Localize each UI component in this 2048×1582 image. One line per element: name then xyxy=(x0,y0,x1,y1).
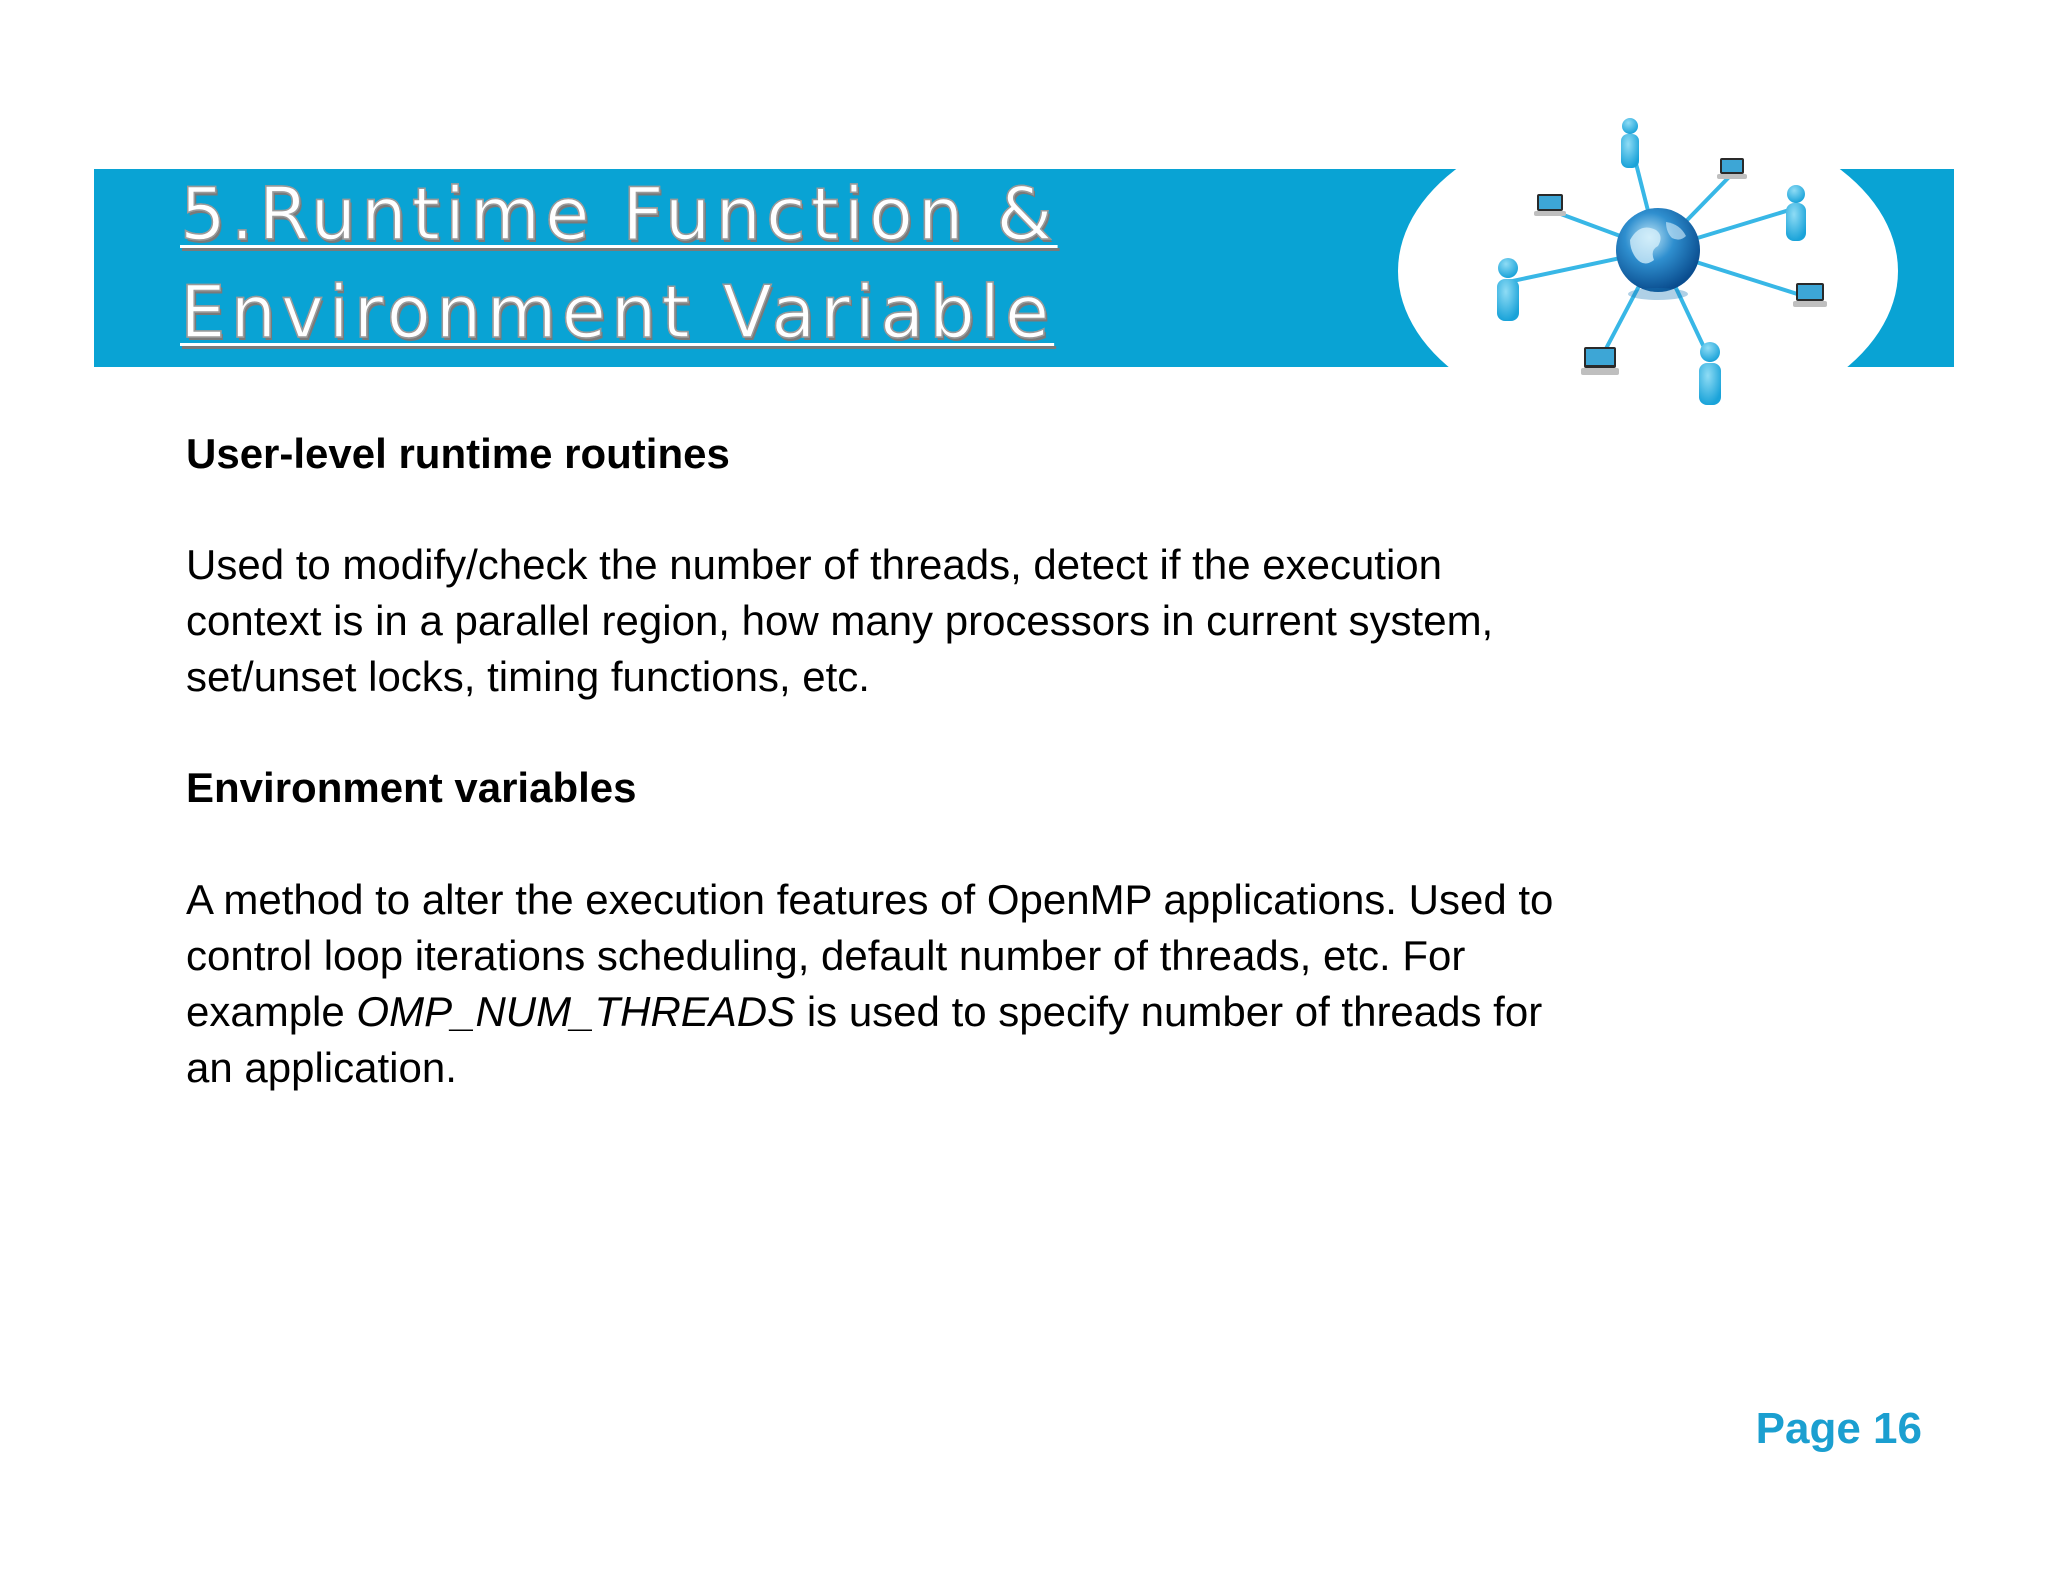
omp-num-threads-term: OMP_NUM_THREADS xyxy=(356,988,796,1035)
runtime-routines-line-1: Used to modify/check the number of threads, detect if the execution xyxy=(186,541,1443,588)
runtime-routines-description xyxy=(186,537,1746,705)
example-suffix: is used to specify number of threads for xyxy=(795,988,1543,1035)
environment-variables-line-2: control loop iterations scheduling, default number of threads, etc. For xyxy=(186,932,1466,979)
environment-variables-line-3 xyxy=(186,984,1746,1040)
runtime-routines-line-2: context is in a parallel region, how many processors in current system, xyxy=(186,597,1494,644)
network-globe-icon xyxy=(1470,112,1850,434)
example-prefix: example xyxy=(186,988,357,1035)
environment-variables-line-1: A method to alter the execution features of OpenMP applications. Used to xyxy=(186,876,1554,923)
environment-variables-line-4: an application. xyxy=(186,1044,457,1091)
slide-title-line-1: 5.Runtime Function & xyxy=(180,172,1058,256)
runtime-routines-line-3: set/unset locks, timing functions, etc. xyxy=(186,653,870,700)
section-heading-environment-variables: Environment variables xyxy=(186,764,637,811)
environment-variables-description xyxy=(186,872,1746,1096)
slide-title-line-2: Environment Variable xyxy=(180,270,1055,354)
page-number: Page 16 xyxy=(1755,1404,1922,1453)
section-heading-runtime-routines: User-level runtime routines xyxy=(186,430,730,477)
